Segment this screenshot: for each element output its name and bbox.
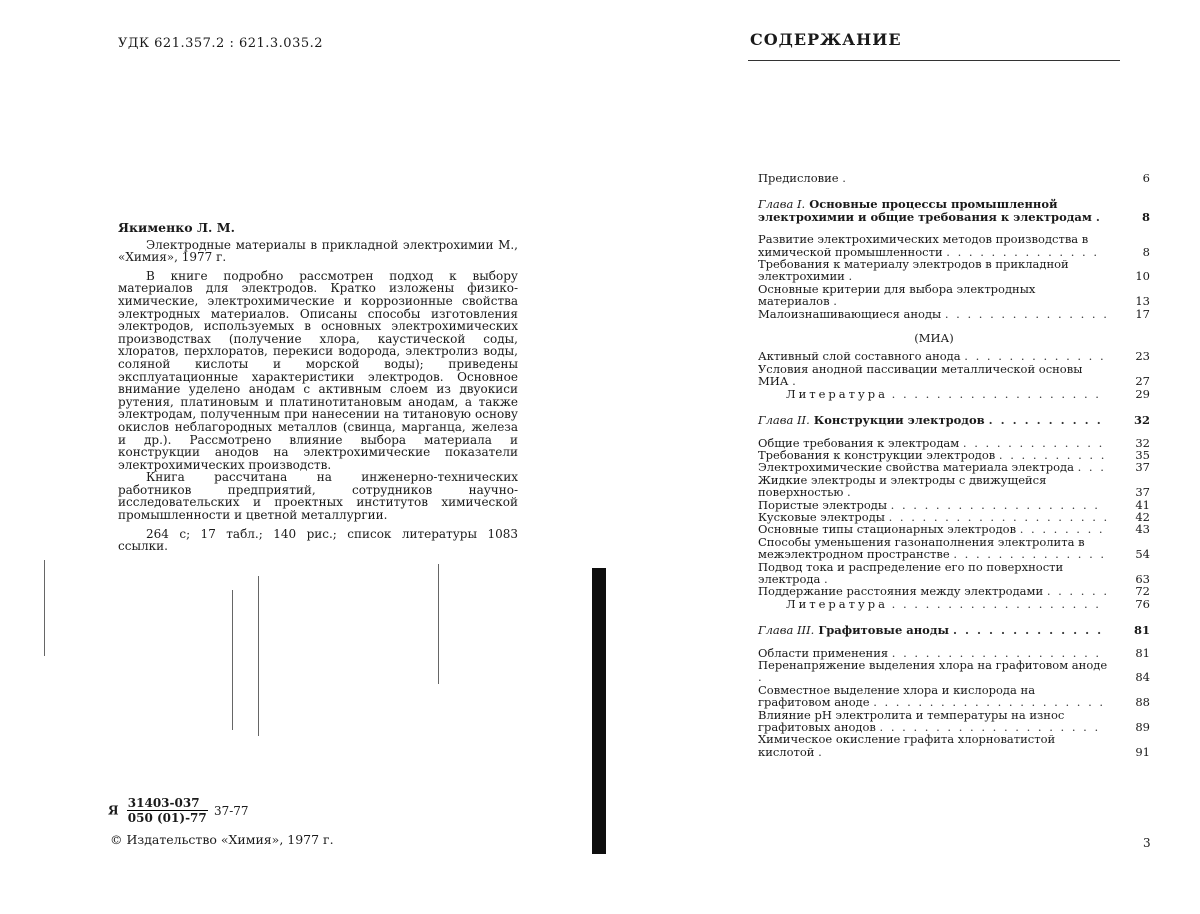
- toc-page-number: 29: [1135, 386, 1150, 401]
- catalog-denominator: 050 (01)-77: [127, 811, 207, 825]
- scan-shadow-bar: [592, 568, 606, 854]
- toc-entry-text: Электрохимические свойства материала электрода: [758, 460, 1074, 475]
- toc-entry-text: Требования к материалу электродов в прикладной электрохимии: [758, 257, 1069, 284]
- chapter-label: Глава I.: [758, 197, 806, 212]
- toc-page-number: 72: [1135, 584, 1150, 599]
- toc-entry-text: Химическое окисление графита хлорноватистой кислотой: [758, 732, 1056, 759]
- toc-entry-text: Жидкие электроды и электроды с движущейся поверхностью: [758, 472, 1047, 500]
- toc-page-number: 63: [1135, 571, 1150, 586]
- toc-page-number: 32: [1133, 413, 1150, 428]
- leader-dots: .: [833, 294, 839, 309]
- catalog-numerator: 31403-037: [127, 796, 208, 811]
- toc-entry: [758, 172, 1150, 184]
- catalog-prefix: Я: [108, 803, 119, 818]
- toc-page-number: 37: [1135, 460, 1150, 475]
- leader-dots: . . . . . . . .: [1019, 522, 1105, 537]
- leader-dots: . . . . . . . . . . . . . .: [946, 244, 1099, 259]
- toc-page-number: 42: [1135, 509, 1150, 524]
- toc-entry: [758, 363, 1150, 388]
- toc-entry-text: Предисловие: [758, 171, 839, 185]
- toc-entry-text: Основные типы стационарных электродов: [758, 522, 1017, 537]
- leader-dots: .: [842, 171, 848, 185]
- leader-dots: . . . . . . . . . . . . .: [953, 623, 1104, 638]
- author-name: Якименко Л. М.: [118, 220, 235, 235]
- book-audience: Книга рассчитана на инженерно-технических работников предприятий, сотрудников научно-исследовательских и проектных институтов химической промышленности и цветной металлургии.: [118, 470, 518, 523]
- toc-page-number: 10: [1135, 269, 1150, 284]
- title-rule: [748, 60, 1120, 61]
- toc-chapter: [758, 414, 1150, 426]
- toc-entry: [758, 536, 1150, 561]
- leader-dots: .: [792, 374, 798, 389]
- leader-dots: . . . . . . . . . . . . . .: [953, 547, 1107, 562]
- toc-page-number: 81: [1135, 645, 1150, 660]
- toc-page-number: 43: [1135, 522, 1150, 537]
- toc-entry: [758, 659, 1150, 684]
- toc-page-number: 81: [1133, 623, 1150, 638]
- toc-page-number: 8: [1141, 209, 1150, 224]
- toc-entry: [758, 283, 1150, 308]
- leader-dots: . . . . . . . . . . . . . . . . . . .: [891, 596, 1101, 611]
- leader-dots: . . . . . . . . . . . . .: [962, 435, 1105, 450]
- leader-dots: .: [818, 744, 824, 759]
- toc-entry-text: Требования к конструкции электродов: [758, 447, 996, 462]
- leader-dots: . . . . . . . . . . . . . . . . . . . .: [879, 720, 1101, 735]
- catalog-index: [108, 796, 249, 825]
- toc-page-number: 23: [1135, 349, 1150, 364]
- toc-title: СОДЕРЖАНИЕ: [750, 30, 902, 49]
- toc-entry-text: Влияние pH электролита и температуры на износ графитовых анодов: [758, 707, 1065, 735]
- toc-entry-text: Основные процессы промышленной электрохимии и общие требования к электродам: [758, 197, 1092, 224]
- chapter-label: Глава III.: [758, 623, 815, 638]
- toc-page-number: 41: [1135, 497, 1150, 512]
- toc-entry: [758, 233, 1150, 258]
- catalog-suffix: 37-77: [213, 803, 249, 818]
- toc-page-number: 37: [1135, 485, 1150, 500]
- leader-dots: . . . . . . . . . . . . .: [964, 349, 1106, 364]
- leader-dots: .: [758, 670, 764, 685]
- toc-entry: [758, 308, 1150, 320]
- toc-page-number: 35: [1135, 447, 1150, 462]
- scan-artifact-line: [44, 560, 45, 656]
- leader-dots: . . . . . . . . . . . . . . . . . . .: [891, 386, 1101, 401]
- leader-dots: .: [1095, 209, 1102, 224]
- toc-chapter: [758, 624, 1150, 636]
- leader-dots: .: [848, 269, 855, 284]
- bibliographic-block: [118, 222, 518, 553]
- leader-dots: . . . . . . . . . .: [998, 447, 1107, 462]
- toc-entry: [758, 258, 1150, 283]
- leader-dots: . . .: [1077, 460, 1106, 475]
- toc-entry: [758, 709, 1150, 734]
- table-of-contents: [758, 172, 1150, 758]
- toc-page-number: 89: [1135, 720, 1150, 735]
- toc-page-number: 6: [1142, 171, 1150, 185]
- toc-page-number: 13: [1135, 294, 1150, 309]
- toc-entry-text: Кусковые электроды: [758, 509, 885, 524]
- scan-artifact-line: [438, 564, 439, 684]
- toc-entry-text: Перенапряжение выделения хлора на графитовом аноде: [758, 658, 1108, 672]
- toc-entry-text: Способы уменьшения газонаполнения электролита в межэлектродном пространстве: [758, 534, 1085, 562]
- leader-dots: . . . . . . . . . . . . . . .: [944, 306, 1109, 321]
- toc-entry-text: Условия анодной пассивации металлической основы МИА: [758, 361, 1083, 389]
- leader-dots: . . . . . . . . . . . . . . . . . . .: [891, 645, 1102, 660]
- book-stats: 264 с; 17 табл.; 140 рис.; список литературы 1083 ссылки.: [118, 526, 518, 554]
- leader-dots: . . . . . . . . . .: [988, 413, 1103, 428]
- toc-entry-text: Малоизнашивающиеся аноды: [758, 306, 942, 321]
- toc-page-number: 84: [1135, 670, 1150, 685]
- leader-dots: .: [847, 485, 853, 500]
- toc-entry-text: Литература: [786, 596, 888, 611]
- toc-page-number: 54: [1135, 547, 1150, 562]
- scan-artifact-line: [258, 576, 259, 736]
- toc-literature: [758, 598, 1150, 610]
- toc-literature: [758, 388, 1150, 400]
- toc-entry-text: Подвод тока и распределение его по поверхности электрода: [758, 559, 1064, 586]
- toc-subheading: (МИА): [914, 331, 954, 346]
- leader-dots: . . . . . . . . . . . . . . . . . . . . .: [873, 695, 1106, 710]
- toc-entry-text: Графитовые аноды: [818, 623, 950, 638]
- book-citation: Электродные материалы в прикладной электрохимии М., «Химия», 1977 г.: [118, 237, 518, 265]
- udk-code: УДК 621.357.2 : 621.3.035.2: [118, 36, 324, 51]
- leader-dots: . . . . . . . . . . . . . . . . . . .: [890, 497, 1100, 512]
- toc-entry: [758, 474, 1150, 499]
- leader-dots: .: [823, 571, 830, 586]
- toc-entry-text: Общие требования к электродам: [758, 435, 960, 450]
- toc-page-number: 88: [1135, 695, 1150, 710]
- toc-entry-text: Литература: [786, 386, 888, 401]
- toc-entry-text: Совместное выделение хлора и кислорода на графитовом аноде: [758, 682, 1036, 710]
- page-number: 3: [1143, 836, 1151, 850]
- toc-page-number: 17: [1135, 306, 1150, 321]
- book-annotation: В книге подробно рассмотрен подход к выбору материалов для электродов. Кратко изложены физико-химические, электрохимические и коррозионные свойства электродных материалов. Описаны способы изготовления электродов, используемых в основных электрохимических производствах (получение хлора, каустической соды, хлоратов, перхлоратов, перекиси водорода, электролиз воды, соляной кислоты и морской воды); приведены эксплуатационные характеристики электродов. Основное внимание уделено анодам с активным слоем из двуокиси рутения, платиновым и платинотитановым анодам, а также электродам, полученным при нанесении на титановую основу окислов неблагородных металлов (свинца, марганца, железа и др.). Рассмотрено влияние выбора материала и конструкции анодов на электрохимические показатели электрохимических производств.: [118, 268, 518, 472]
- toc-chapter: [758, 198, 1150, 223]
- leader-dots: . . . . . . . . . . . . . . . . . . . .: [888, 509, 1110, 524]
- toc-entry: [758, 733, 1150, 758]
- toc-page-number: 76: [1135, 596, 1150, 611]
- toc-entry-text: Развитие электрохимических методов производства в химической промышленности: [758, 232, 1089, 259]
- chapter-label: Глава II.: [758, 413, 810, 428]
- toc-page-number: 8: [1142, 244, 1150, 259]
- toc-entry: [758, 561, 1150, 586]
- catalog-fraction: [127, 796, 208, 825]
- toc-entry-text: Поддержание расстояния между электродами: [758, 584, 1044, 599]
- toc-entry-text: Конструкции электродов: [813, 413, 985, 428]
- toc-entry-text: Пористые электроды: [758, 497, 888, 512]
- toc-page-number: 32: [1135, 435, 1150, 450]
- scan-artifact-line: [232, 590, 233, 730]
- copyright-line: © Издательство «Химия», 1977 г.: [110, 832, 334, 847]
- toc-entry-text: Основные критерии для выбора электродных материалов: [758, 281, 1036, 309]
- leader-dots: . . . . . .: [1046, 584, 1110, 599]
- toc-page-number: 91: [1135, 744, 1150, 759]
- toc-entry-text: Области применения: [758, 645, 889, 660]
- toc-entry-text: Активный слой составного анода: [758, 349, 961, 364]
- toc-page-number: 27: [1135, 374, 1150, 389]
- toc-entry: [758, 684, 1150, 709]
